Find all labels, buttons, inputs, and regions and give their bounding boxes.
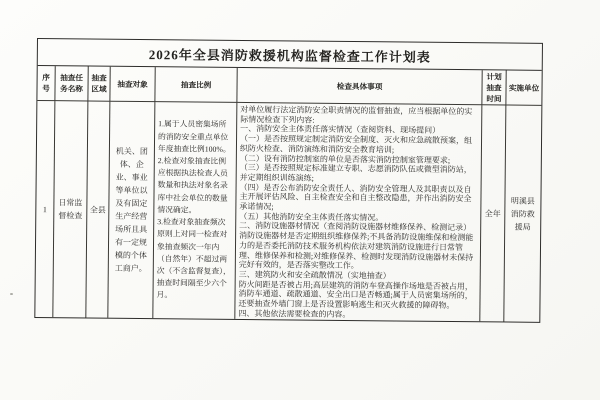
header-check-items: 检查具体事项 xyxy=(237,68,482,105)
table-header-row xyxy=(37,66,541,106)
cell-target: 机关、团体、企业、事业等单位以及有固定生产经营场所且具有一定规模的个体工商户。 xyxy=(108,102,155,318)
plan-table xyxy=(34,38,543,323)
header-ratio: 抽查比例 xyxy=(155,67,237,103)
scan-artifact xyxy=(10,293,13,295)
cell-seq: 1 xyxy=(35,101,55,317)
header-planned-time: 计划抽查时间 xyxy=(482,70,506,105)
cell-task-name: 日常监督检查 xyxy=(53,101,88,317)
header-task-name: 抽查任务名称 xyxy=(55,66,88,101)
table-title: 2026年全县消防救援机构监督检查工作计划表 xyxy=(38,39,542,71)
header-region: 抽查区域 xyxy=(88,66,110,101)
cell-ratio: 1.属于人员密集场所的消防安全重点单位年度抽查比例100%。 2.检查对象抽查比例应根据执法检查人员数量和执法对象名录库中社会单位的数量情况确定。 3.检查对象抽查频次原则上对同一检查对象抽查频次一年内（自然年）不超过两次（不含监督复查），抽查时间隔至少六个月。 xyxy=(153,102,237,319)
header-target: 抽查对象 xyxy=(110,67,155,102)
cell-planned-time: 全年 xyxy=(480,105,506,321)
cell-region: 全县 xyxy=(86,101,110,317)
cell-check-items: 对单位履行法定消防安全职责情况的监督抽查，应当根据单位的实际情况检查下列内容: 一、消防安全主体责任落实情况（查阅资料、现场提问） （一）是否按照规定制定消防安全制度、灭火和应急疏散预案，组织防火检查、消防演练和消防安全教育培训; （二）设有消防控制室的单位是否落实消防控制室管理要求; （三）是否按照规定标准建立专职、志愿消防队伍或微型消防站，并定期组织训练演练; （四）是否公布消防安全责任人、消防安全管理人及其职责以及自主开展评估风险、自主检查安全和自主整改隐患，并作出消防安全承诺情况; （五）其他消防安全主体责任落实情况。 二、消防设施器材情况（查阅消防设施器材维修保养、检测记录） 消防设施器材是否定期组织维修保养;不具备消防设施维保和检测能力的是否委托消防技术服务机构依法对建筑消防设施进行日常管理、维修保养和检测;对维修保养、检测时发现消防设施器材未保持完好有效的，是否落实整改工作。 三、建筑防火和安全疏散情况（实地抽查） 防火间距是否被占用;高层建筑的消防车登高操作场地是否被占用，消防车通道、疏散通道、安全出口是否畅通;属于人员密集场所的，还要抽查外墙门窗上是否设置影响逃生和灭火救援的障碍物。 四、其他依法需要检查的内容。 xyxy=(235,103,482,321)
cell-implementing-unit: 明溪县消防救援局 xyxy=(510,196,536,232)
header-seq: 序号 xyxy=(37,66,55,101)
header-implementing-unit: 实施单位 xyxy=(506,71,541,106)
table-row xyxy=(35,101,541,322)
